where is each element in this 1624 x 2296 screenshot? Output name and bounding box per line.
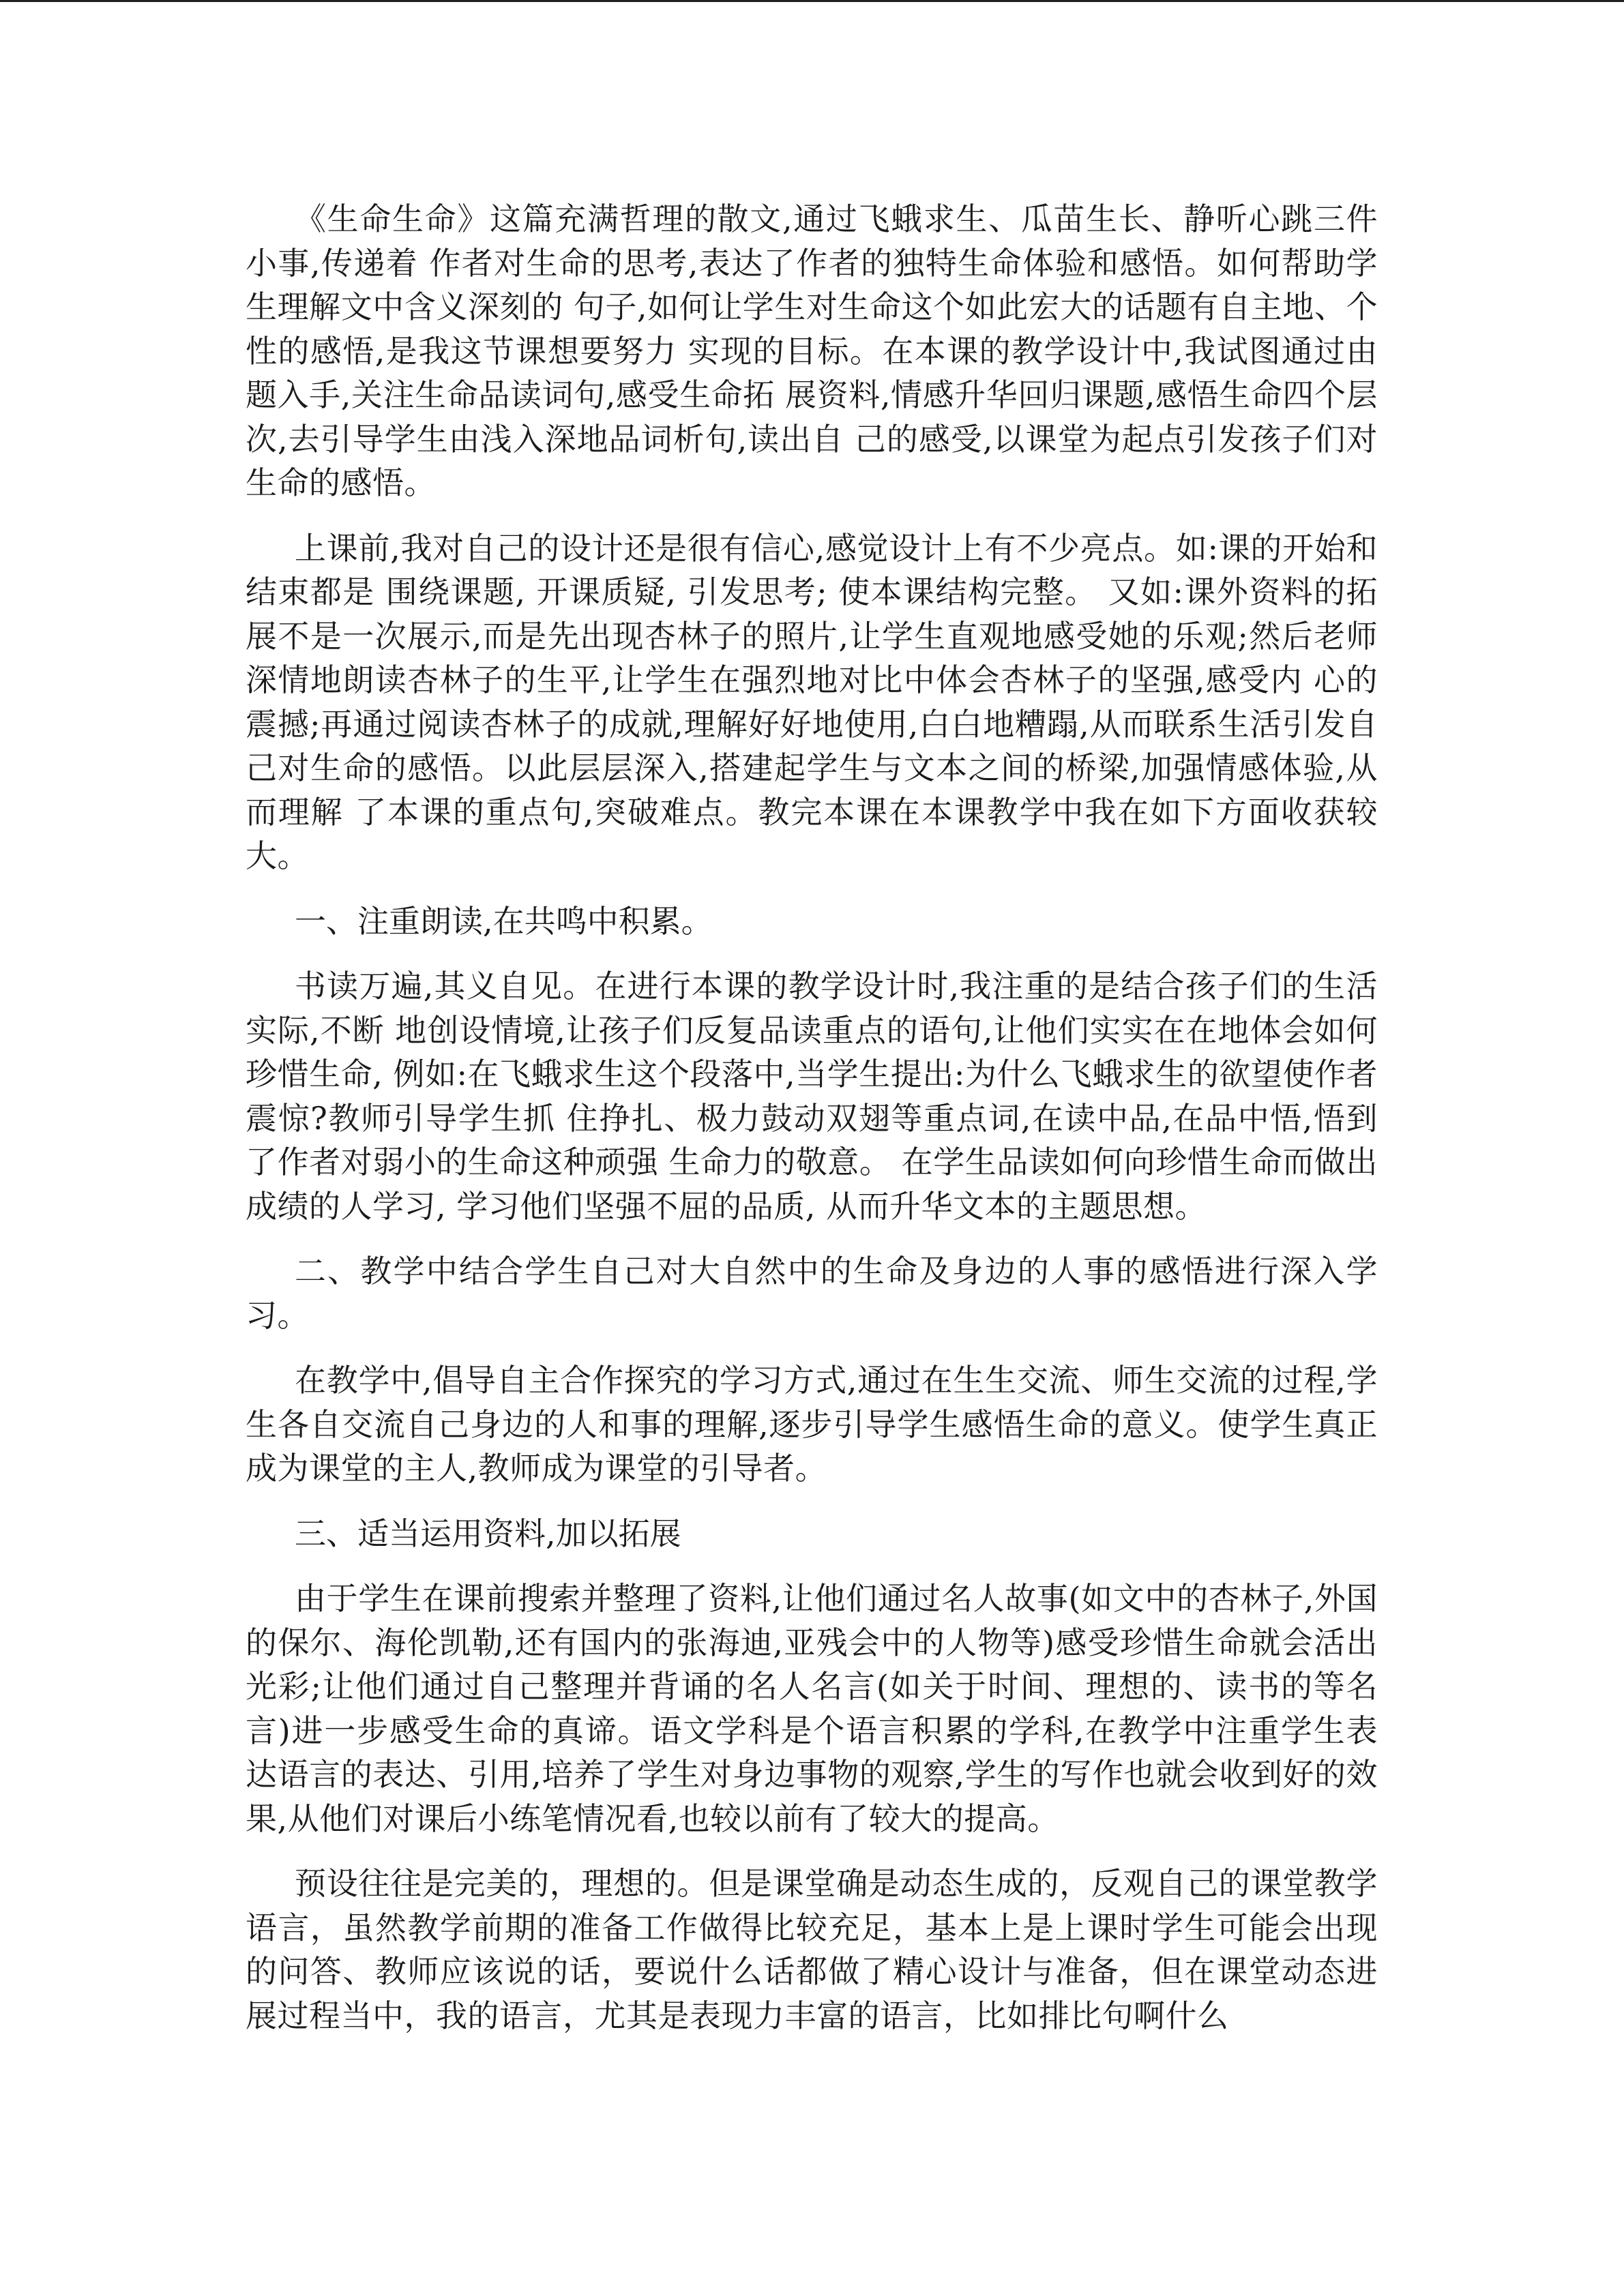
section-heading-1: 一、注重朗读,在共鸣中积累。 — [295, 902, 713, 940]
paragraph-reflection: 预设往往是完美的，理想的。但是课堂确是动态生成的，反观自己的课堂教学语言，虽然教学前期的准备工作做得比较充足，基本上是上课时学生可能会出现的问答、教师应该说的话，要说什么话都做了精心设计与准备，但在课堂动态进展过程当中，我的语言，尤其是表现力丰富的语言，比如排比句啊什么 — [246, 1865, 1378, 2034]
paragraph-reading: 书读万遍,其义自见。在进行本课的教学设计时,我注重的是结合孩子们的生活实际,不断 地创设情境,让孩子们反复品读重点的语句,让他们实实在在地体会如何珍惜生命, 例如:在飞蛾求生这个段落中,当学生提出:为什么飞蛾求生的欲望使作者震惊?教师引导学生抓 住挣扎、极力鼓动双翅等重点词,在读中品,在品中悟,悟到了作者对弱小的生命这种顽强 生命力的敬意。 在学生品读如何向珍惜生命而做出成绩的人学习, 学习他们坚强不屈的品质, 从而升华文本的主题思想。 — [246, 968, 1378, 1225]
paragraph-intro: 《生命生命》这篇充满哲理的散文,通过飞蛾求生、瓜苗生长、静听心跳三件小事,传递着 作者对生命的思考,表达了作者的独特生命体验和感悟。如何帮助学生理解文中含义深刻的 句子,如何让学生对生命这个如此宏大的话题有自主地、个性的感悟,是我这节课想要努力 实现的目标。在本课的教学设计中,我试图通过由题入手,关注生命品读词句,感受生命拓 展资料,情感升华回归课题,感悟生命四个层次,去引导学生由浅入深地品词析句,读出自 己的感受,以课堂为起点引发孩子们对生命的感悟。 — [246, 200, 1378, 501]
paragraph-cooperative-learning: 在教学中,倡导自主合作探究的学习方式,通过在生生交流、师生交流的过程,学生各自交流自己身边的人和事的理解,逐步引导学生感悟生命的意义。使学生真正成为课堂的主人,教师成为课堂的引导者。 — [246, 1362, 1378, 1487]
paragraph-before-class: 上课前,我对自己的设计还是很有信心,感觉设计上有不少亮点。如:课的开始和结束都是 围绕课题, 开课质疑, 引发思考; 使本课结构完整。 又如:课外资料的拓展不是一次展示,而是先出现杏林子的照片,让学生直观地感受她的乐观;然后老师深情地朗读杏林子的生平,让学生在强烈地对比中体会杏林子的坚强,感受内 心的震撼;再通过阅读杏林子的成就,理解好好地使用,白白地糟蹋,从而联系生活引发自 己对生命的感悟。以此层层深入,搭建起学生与文本之间的桥梁,加强情感体验,从而理解 了本课的重点句,突破难点。教完本课在本课教学中我在如下方面收获较大。 — [246, 529, 1378, 874]
document-body — [246, 197, 1378, 2059]
section-heading-3: 三、适当运用资料,加以拓展 — [295, 1515, 681, 1552]
section-heading-2: 二、教学中结合学生自己对大自然中的生命及身边的人事的感悟进行深入学习。 — [246, 1253, 1378, 1334]
paragraph-materials: 由于学生在课前搜索并整理了资料,让他们通过名人故事(如文中的杏林子,外国的保尔、海伦凯勒,还有国内的张海迪,亚残会中的人物等)感受珍惜生命就会活出光彩;让他们通过自己整理并背诵的名人名言(如关于时间、理想的、读书的等名言)进一步感受生命的真谛。语文学科是个语言积累的学科,在教学中注重学生表达语言的表达、引用,培养了学生对身边事物的观察,学生的写作也就会收到好的效果,从他们对课后小练笔情况看,也较以前有了较大的提高。 — [246, 1580, 1378, 1837]
